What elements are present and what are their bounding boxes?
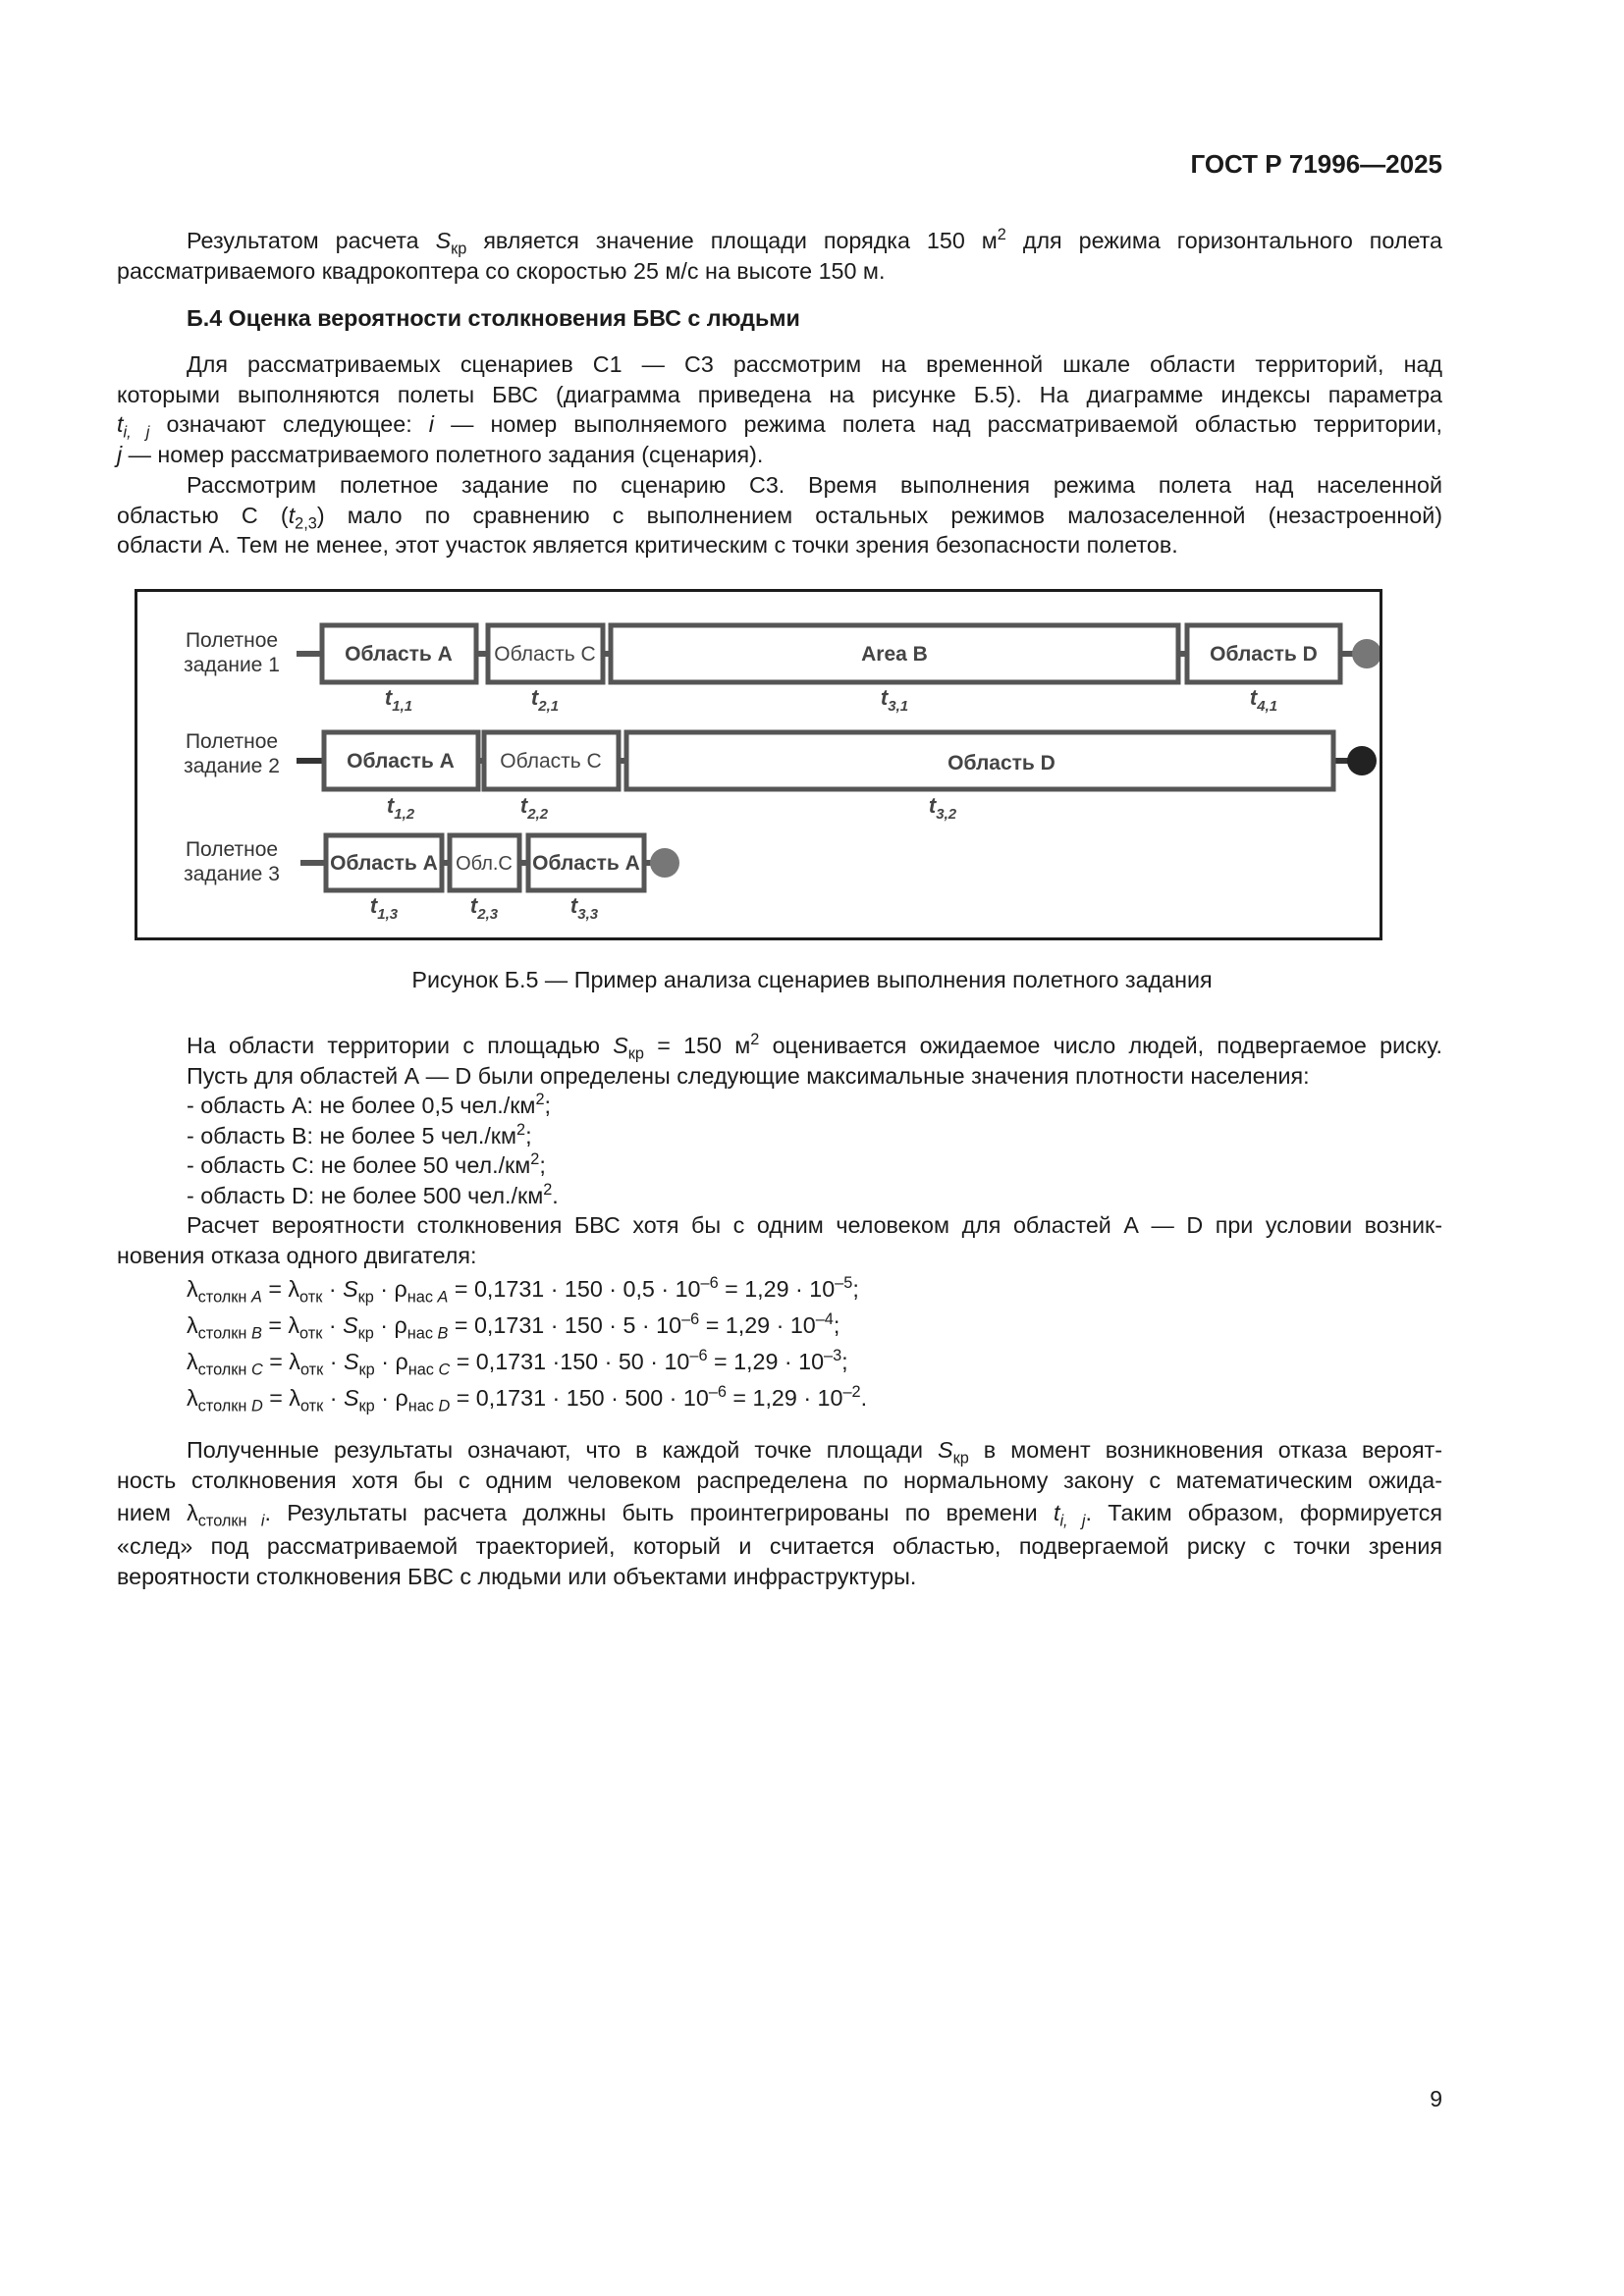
row-1-box-4-label: Область D [1210, 643, 1318, 666]
row-1-label-line-2: задание 1 [184, 654, 280, 676]
row-3-label-line-1: Полетное [185, 838, 279, 861]
formula-block [117, 1271, 1442, 1416]
page-number: 9 [1430, 2086, 1442, 2111]
row-2-time-3: $t_{3,2}$ [928, 793, 957, 823]
p3-line-1: На области территории с площадью $S_{кр} = 150$ $м^2$ оценивается ожидаемое число людей, подвергаемое риску. [187, 1031, 1442, 1063]
row-3-end-marker [650, 848, 679, 878]
intro-paragraph [117, 226, 1442, 286]
figure-frame [135, 589, 1382, 940]
p2-line-2: областью С $(t_{2,3})$ мало по сравнению с выполнением остальных режимов малозаселенной (незастроенной) [117, 502, 1442, 533]
formula-area-a: $\lambda_{столкн A} = \lambda_{отк} \cdot S_{кр} \cdot \rho_{нас A} = 0,1731 \cdot 150 \cdot 0,5 \cdot 10^{-6} = 1,29 \cdot 10^{-5}$; [187, 1274, 859, 1307]
scenario-row-2 [184, 730, 1377, 823]
p2-line-1: Рассмотрим полетное задание по сценарию С3. Время выполнения режима полета над населенной [187, 472, 1442, 498]
row-2-box-1-label: Область А [347, 750, 455, 773]
paragraph-results [117, 1435, 1442, 1591]
row-2-box-2-label: Область С [500, 750, 602, 773]
row-1-box-1-label: Область А [345, 643, 453, 666]
list-item: - область A: не более 0,5 $чел./км^2$; [187, 1091, 551, 1118]
p5-line-1: Полученные результаты означают, что в каждой точке площади $S_{кр}$ в момент возникновения отказа вероят- [187, 1437, 1442, 1468]
row-3-box-2-label: Обл.С [456, 853, 513, 875]
p5-line-2: ность столкновения хотя бы с одним человеком распределена по нормальному закону с математическим ожида- [117, 1467, 1442, 1493]
document-code: ГОСТ Р 71996—2025 [1190, 149, 1442, 179]
row-1-time-3: $t_{3,1}$ [880, 685, 909, 715]
formula-area-b: $\lambda_{столкн B} = \lambda_{отк} \cdot S_{кр} \cdot \rho_{нас B} = 0,1731 \cdot 150 \cdot 5 \cdot 10^{-6} = 1,29 \cdot 10^{-4}$; [187, 1310, 840, 1343]
p1-line-1: Для рассматриваемых сценариев С1 — С3 рассмотрим на временной шкале области территорий, над [187, 351, 1442, 377]
row-2-end-marker [1347, 746, 1377, 775]
row-1-box-2-label: Область С [494, 643, 596, 666]
p3-line-2: Пусть для областей А — D были определены следующие максимальные значения плотности населения: [187, 1062, 1310, 1089]
p1-line-4: j — номер рассматриваемого полетного задания (сценария). [117, 441, 764, 467]
row-1-end-marker [1352, 639, 1380, 668]
section-heading-block [117, 303, 1442, 334]
list-item: - область C: не более 50 $чел./км^2$; [187, 1150, 546, 1178]
paragraph-scenario-c3 [117, 470, 1442, 561]
p5-line-5: вероятности столкновения БВС с людьми или объектами инфраструктуры. [117, 1563, 917, 1589]
row-1-box-3-label: Area B [861, 643, 928, 666]
paragraph-density [117, 1031, 1442, 1270]
p4-line-1: Расчет вероятности столкновения БВС хотя бы с одним человеком для областей А — D при условии возник- [187, 1212, 1442, 1238]
paragraph-scenarios [117, 349, 1442, 469]
row-1-time-2: $t_{2,1}$ [530, 685, 560, 715]
formula-area-c: $\lambda_{столкн C} = \lambda_{отк} \cdot S_{кр} \cdot \rho_{нас C} = 0,1731 \cdot 150 \cdot 50 \cdot 10^{-6} = 1,29 \cdot 10^{-3}$; [187, 1347, 848, 1379]
row-3-box-1-label: Область А [330, 852, 438, 875]
row-1-label-line-1: Полетное [185, 629, 279, 652]
scenario-row-3 [184, 835, 679, 923]
row-2-time-1: $t_{1,2}$ [386, 793, 415, 823]
scenario-diagram [137, 592, 1380, 937]
row-2-time-2: $t_{2,2}$ [519, 793, 549, 823]
p4-line-2: новения отказа одного двигателя: [117, 1242, 477, 1268]
row-1-time-4: $t_{4,1}$ [1249, 685, 1278, 715]
p1-line-2: которыми выполняются полеты БВС (диаграмма приведена на рисунке Б.5). На диаграмме индексы параметра [117, 381, 1442, 407]
intro-line-2: рассматриваемого квадрокоптера со скоростью 25 м/с на высоте 150 м. [117, 257, 886, 284]
row-3-label-line-2: задание 3 [184, 863, 280, 885]
intro-line-1: Результатом расчета $S_{кр}$ является значение площади порядка 150 $м^2$ для режима горизонтального полета [187, 226, 1442, 258]
scenario-row-1 [184, 625, 1380, 715]
list-item: - область B: не более 5 $чел./км^2$; [187, 1120, 532, 1148]
figure-caption: Рисунок Б.5 — Пример анализа сценариев выполнения полетного задания [411, 967, 1213, 992]
row-1-time-1: $t_{1,1}$ [384, 685, 413, 715]
row-3-time-3: $t_{3,3}$ [569, 893, 599, 923]
density-list [117, 1091, 1442, 1210]
p2-line-3: области А. Тем не менее, этот участок является критическим с точки зрения безопасности полетов. [117, 532, 1178, 558]
section-title: Б.4 Оценка вероятности столкновения БВС с людьми [187, 305, 800, 331]
formula-area-d: $\lambda_{столкн D} = \lambda_{отк} \cdot S_{кр} \cdot \rho_{нас D} = 0,1731 \cdot 150 \cdot 500 \cdot 10^{-6} = 1,29 \cdot 10^{-2}$. [187, 1383, 868, 1415]
list-item: - область D: не более 500 $чел./км^2$. [187, 1180, 559, 1208]
p5-line-4: «след» под рассматриваемой траекторией, который и считается областью, подвергаемой риску с точки зрения [117, 1533, 1442, 1559]
row-3-time-1: $t_{1,3}$ [369, 893, 399, 923]
row-2-label-line-1: Полетное [185, 730, 279, 753]
row-2-box-3-label: Область D [947, 752, 1056, 774]
row-3-box-3-label: Область А [532, 852, 640, 875]
p1-line-3: $t_{i, j}$ означают следующее: i — номер выполняемого режима полета над рассматриваемой областью территории, [117, 411, 1442, 442]
row-2-label-line-2: задание 2 [184, 755, 280, 777]
p5-line-3: нием $\lambda_{столкн i}$. Результаты расчета должны быть проинтегрированы по времени $t_{i, j}$. Таким образом, формируется [117, 1500, 1442, 1530]
row-3-time-2: $t_{2,3}$ [469, 893, 499, 923]
